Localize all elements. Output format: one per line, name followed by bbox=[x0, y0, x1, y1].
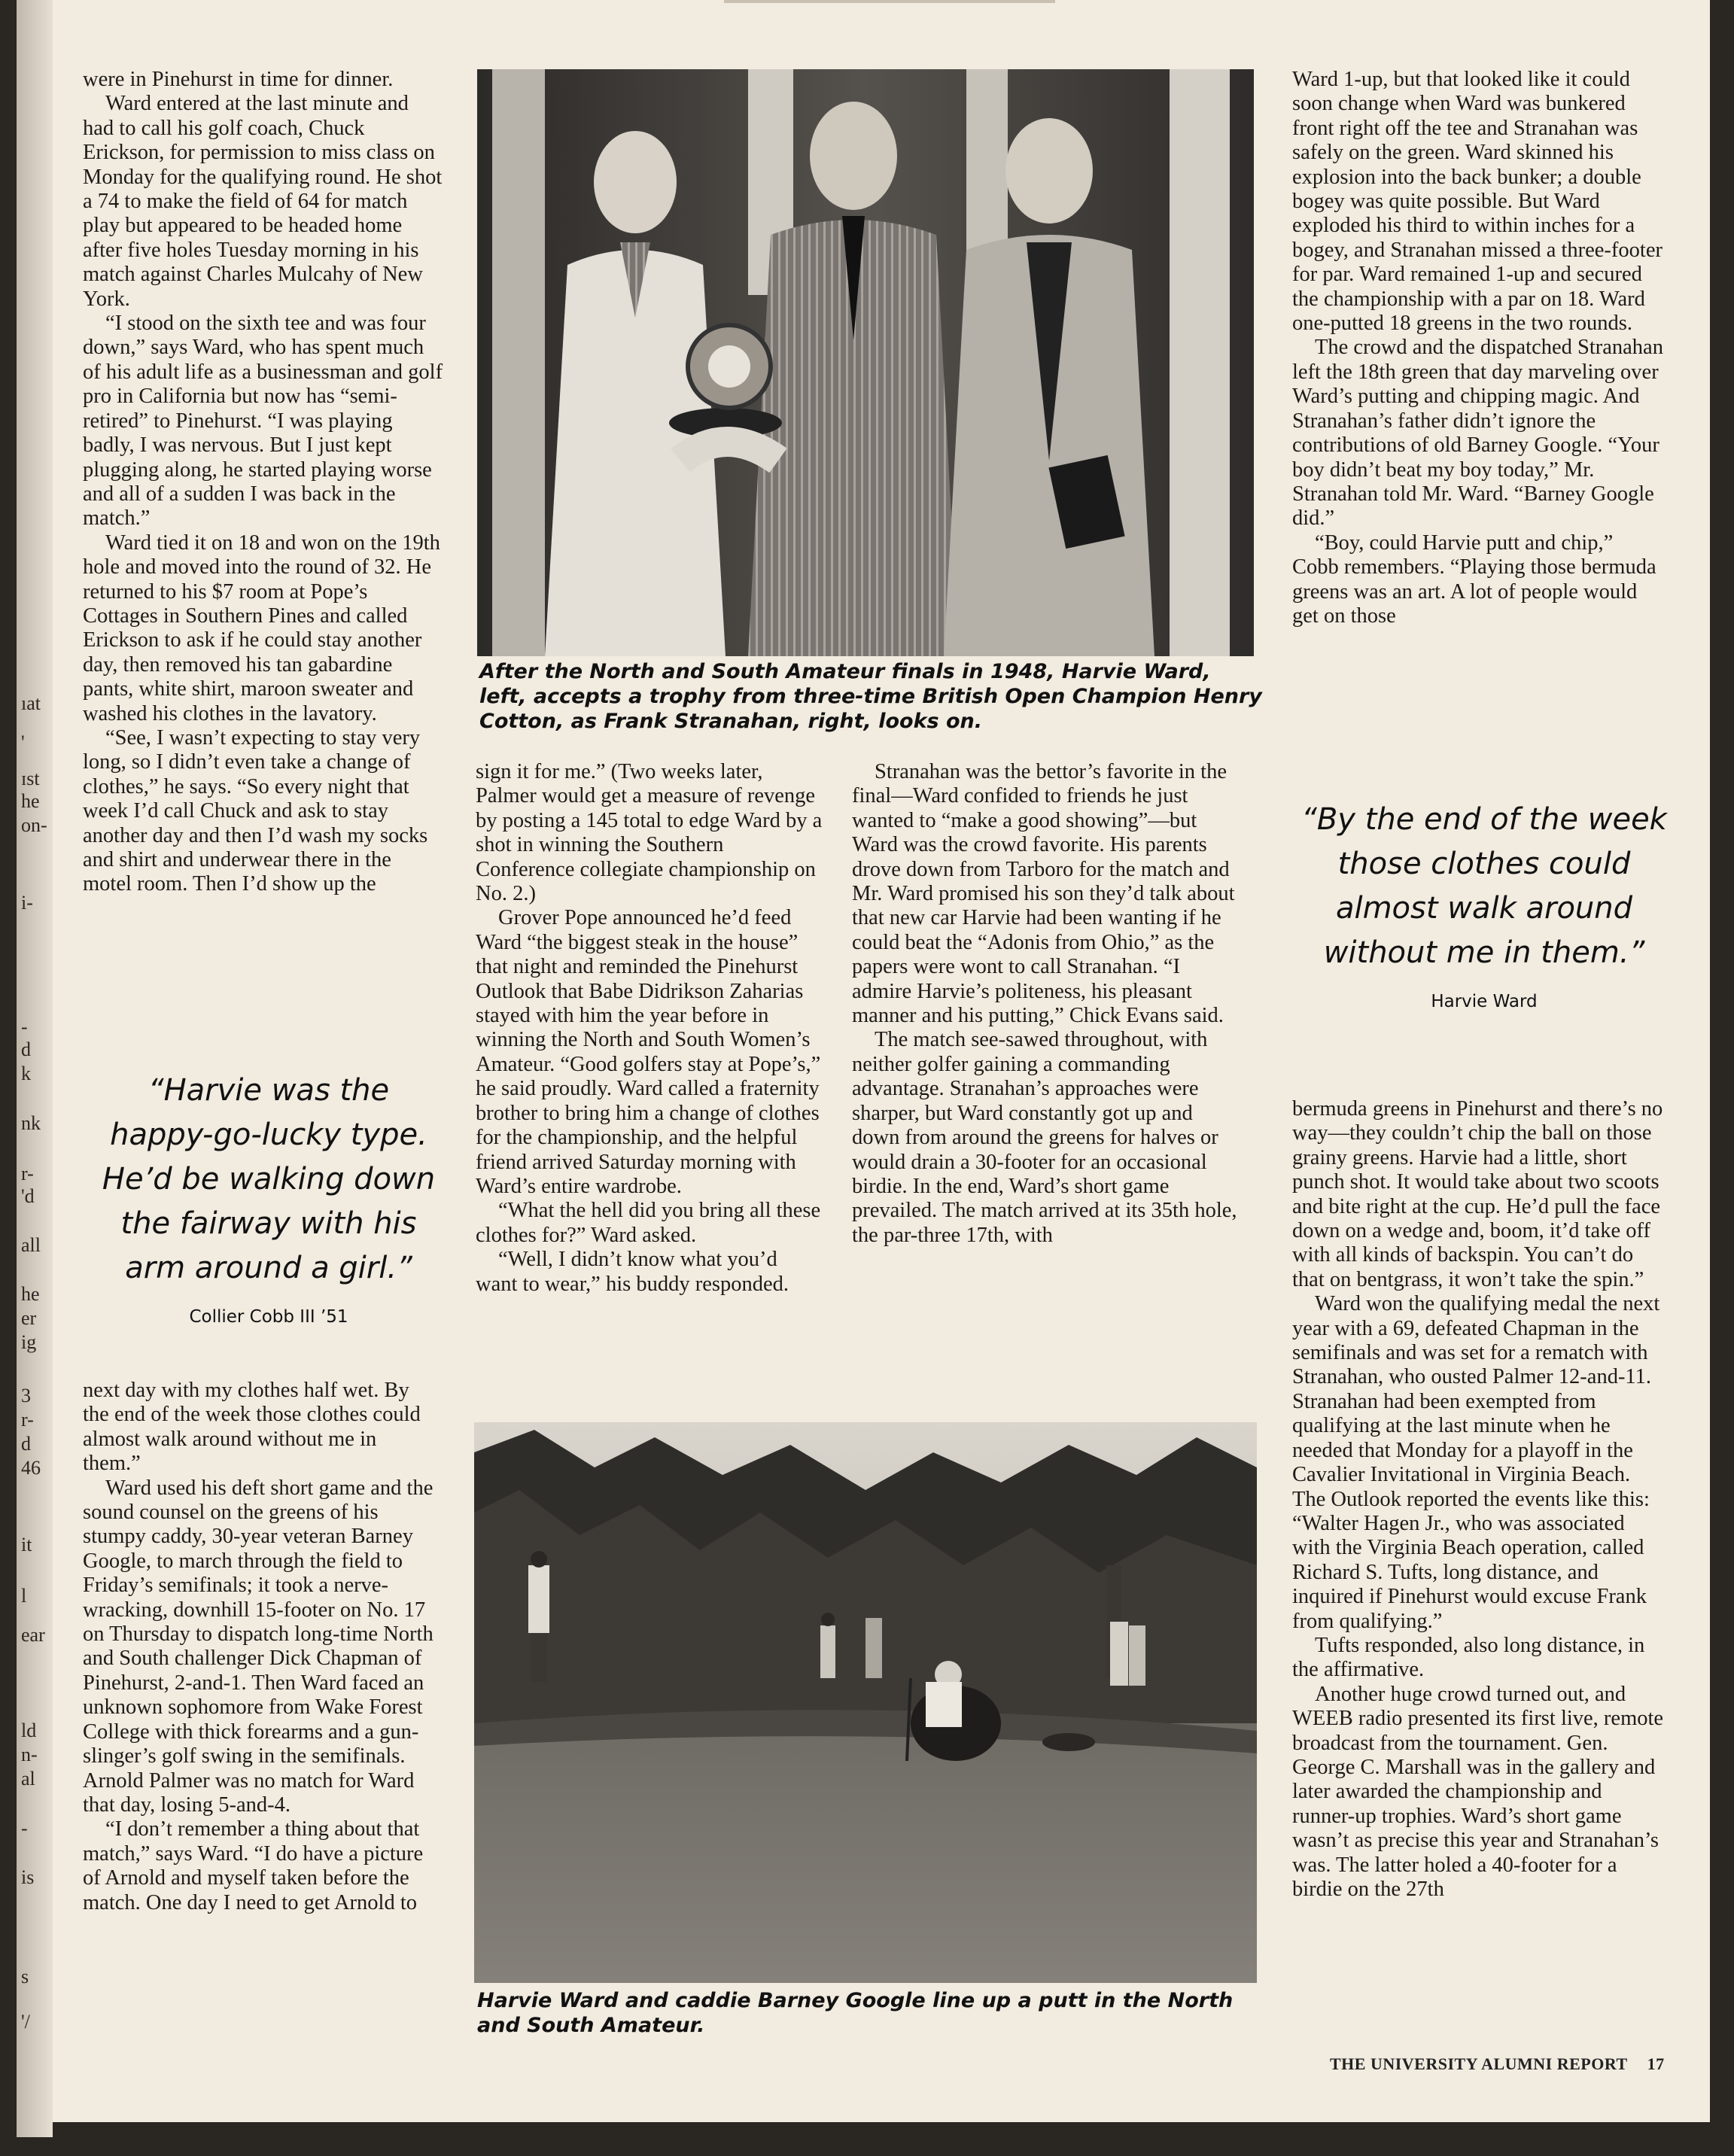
margin-fragment: - bbox=[21, 1016, 28, 1038]
column-3 bbox=[852, 760, 1243, 1248]
margin-fragment: 3 bbox=[21, 1385, 31, 1406]
facing-page-edge bbox=[17, 0, 53, 2137]
margin-fragment: on- bbox=[21, 814, 47, 836]
paragraph: Tufts responded, also long distance, in the affirmative. bbox=[1292, 1633, 1645, 1682]
margin-fragment: it bbox=[21, 1534, 32, 1555]
margin-fragment: ɪst bbox=[21, 768, 40, 789]
page-folio bbox=[1330, 2054, 1665, 2074]
margin-fragment: d bbox=[21, 1433, 31, 1455]
margin-fragment: '/ bbox=[21, 2011, 30, 2033]
paragraph: Another huge crowd turned out, and WEEB radio presented its first live, remote broadcast from the tournament. Gen. George C. Marshall was in the gallery and later awarded the championship and runner-up trophies. Ward’s short game wasn’t as precise this year and Stranahan’s was. The latter holed a 40-footer for a birdie on the 27th bbox=[1292, 1682, 1664, 1901]
margin-fragment: 46 bbox=[21, 1457, 41, 1479]
paragraph: The crowd and the dispatched Stranahan left the 18th green that day marveling over Ward’s putting and chipping magic. And Stranahan’s father didn’t ignore the contributions of old Barney Google. “Your boy didn’t beat my boy today,” Mr. Stranahan told Mr. Ward. “Barney Google did.” bbox=[1292, 336, 1663, 531]
putting-green-photo bbox=[474, 1422, 1257, 1983]
pull-quote-attribution: Collier Cobb III ’51 bbox=[189, 1307, 348, 1327]
paragraph: “I don’t remember a thing about that match,” says Ward. “I do have a picture of Arnold and myself taken before the match. One day I need to get Arnold to bbox=[83, 1817, 424, 1914]
column-1-bottom bbox=[83, 1379, 437, 1915]
margin-fragment: ıat bbox=[21, 692, 41, 714]
margin-fragment: l bbox=[21, 1585, 27, 1607]
margin-fragment: ld bbox=[21, 1720, 37, 1741]
top-rule bbox=[724, 0, 1055, 3]
margin-fragment: all bbox=[21, 1234, 41, 1256]
margin-fragment: ear bbox=[21, 1624, 45, 1646]
margin-fragment: - bbox=[21, 1817, 28, 1839]
column-4-top bbox=[1292, 68, 1665, 628]
margin-fragment: ' bbox=[21, 731, 25, 753]
pull-quote-harvie-ward bbox=[1292, 798, 1676, 1013]
margin-fragment: k bbox=[21, 1063, 31, 1084]
pull-quote-text: “By the end of the week those clothes could almost walk around without me in them.” bbox=[1301, 802, 1667, 970]
magazine-page bbox=[17, 0, 1710, 2122]
putting-photo-illustration bbox=[474, 1422, 1257, 1983]
paragraph: Stranahan was the bettor’s favorite in the final—Ward confided to friends he just wanted to “make a good showing”—but Ward was the crowd favorite. His parents drove down from Tarboro for the match and Mr. Ward promised his son they’d talk about that new car Harvie had been wanting if he could beat the “Adonis from Ohio,” as the papers were wont to call Stranahan. “I admire Harvie’s politeness, his pleasant manner and his putting,” Chick Evans said. bbox=[852, 760, 1235, 1028]
trophy-presentation-photo bbox=[477, 69, 1254, 656]
trophy-photo-illustration bbox=[477, 69, 1254, 656]
margin-fragment: d bbox=[21, 1038, 31, 1060]
paragraph: “Boy, could Harvie putt and chip,” Cobb remembers. “Playing those bermuda greens was an art. A lot of people would get on those bbox=[1292, 531, 1656, 628]
paragraph: “What the hell did you bring all these clothes for?” Ward asked. bbox=[476, 1199, 821, 1247]
margin-fragment: r- bbox=[21, 1409, 34, 1431]
paragraph: “I stood on the sixth tee and was four down,” says Ward, who has spent much of his adult life as a businessman and golf pro in California but now has “semi-retired” to Pinehurst. “I was playing badly, I was nervous. But I just kept plugging along, he started playing worse and all of a sudden I was back in the match.” bbox=[83, 312, 443, 531]
paragraph: sign it for me.” (Two weeks later, Palmer would get a measure of revenge by posting a 145 total to edge Ward by a shot in winning the Southern Conference collegiate championship on No. 2.) bbox=[476, 760, 823, 906]
paragraph: Ward won the qualifying medal the next year with a 69, defeated Chapman in the semifinals and was set for a rematch with Stranahan, who ousted Palmer 12-and-11. Stranahan had been exempted from qualifying at the last minute when he needed that Monday for a playoff in the Cavalier Invitational in Virginia Beach. The Outlook reported the events like this: “Walter Hagen Jr., who was associated with the Virginia Beach operation, called Richard S. Tufts, long distance, and inquired if Pinehurst would excuse Frank from qualifying.” bbox=[1292, 1292, 1660, 1633]
margin-fragment: s bbox=[21, 1966, 29, 1987]
margin-fragment: ig bbox=[21, 1331, 37, 1353]
paragraph: Ward 1-up, but that looked like it could soon change when Ward was bunkered front right off the tee and Stranahan was safely on the green. Ward skinned his explosion into the back bunker; a double bogey was quite possible. But Ward exploded his third to within inches for a bogey, and Stranahan missed a three-footer for par. Ward remained 1-up and secured the championship with a par on 18. Ward one-putted 18 greens in the two rounds. bbox=[1292, 68, 1663, 336]
photo-1-caption: After the North and South Amateur finals in 1948, Harvie Ward, left, accepts a trophy from three-time British Open Champion Henry Cotton, as Frank Stranahan, right, looks on. bbox=[479, 660, 1262, 733]
paragraph: Grover Pope announced he’d feed Ward “the biggest steak in the house” that night and reminded the Pinehurst Outlook that Babe Didrikson Zaharias stayed with him the year before in winning the North and South Women’s Amateur. “Good golfers stay at Pope’s,” he said proudly. Ward called a fraternity brother to bring him a change of clothes for the championship, and the helpful friend arrived Saturday morning with Ward’s entire wardrobe. bbox=[476, 906, 821, 1198]
margin-fragment: n- bbox=[21, 1744, 38, 1765]
paragraph: Ward entered at the last minute and had to call his golf coach, Chuck Erickson, for permission to miss class on Monday for the qualifying round. He shot a 74 to make the field of 64 for match play but appeared to be headed home after five holes Tuesday morning in his match against Charles Mulcahy of New York. bbox=[83, 92, 443, 311]
pull-quote-collier-cobb bbox=[92, 1069, 446, 1328]
margin-fragment: is bbox=[21, 1866, 35, 1888]
margin-fragment: er bbox=[21, 1307, 37, 1329]
paragraph: next day with my clothes half wet. By the end of the week those clothes could almost walk around without me in them.” bbox=[83, 1379, 421, 1476]
margin-fragment: he bbox=[21, 790, 40, 812]
photo-2-caption: Harvie Ward and caddie Barney Google line up a putt in the North and South Amateur. bbox=[477, 1989, 1234, 2037]
paragraph: were in Pinehurst in time for dinner. bbox=[83, 68, 394, 91]
margin-fragment: r- bbox=[21, 1163, 34, 1184]
margin-fragment: i- bbox=[21, 892, 33, 914]
pull-quote-text: “Harvie was the happy-go-lucky type. He’d be walking down the fairway with his arm around a girl.” bbox=[102, 1073, 436, 1285]
margin-fragment: he bbox=[21, 1283, 40, 1305]
paragraph: Ward used his deft short game and the sound counsel on the greens of his stumpy caddy, 30-year veteran Barney Google, to march through the field to Friday’s semifinals; it took a nerve-wracking, downhill 15-footer on No. 17 on Thursday to dispatch long-time North and South challenger Dick Chapman of Pinehurst, 2-and-1. Then Ward faced an unknown sophomore from Wake Forest College with thick forearms and a gun-slinger’s golf swing in the semifinals. Arnold Palmer was no match for Ward that day, losing 5-and-4. bbox=[83, 1476, 434, 1817]
margin-fragment: nk bbox=[21, 1112, 41, 1134]
margin-fragment: 'd bbox=[21, 1185, 35, 1207]
paragraph: bermuda greens in Pinehurst and there’s no way—they couldn’t chip the ball on those grainy greens. Harvie had a little, short punch shot. It would take about two scoots and bite right at the cup. He’d pull the face down on a wedge and, boom, it’d take off with all kinds of backspin. You can’t do that on bentgrass, it won’t take the spin.” bbox=[1292, 1097, 1663, 1291]
pull-quote-attribution: Harvie Ward bbox=[1431, 992, 1538, 1011]
column-4-bottom bbox=[1292, 1097, 1665, 1902]
paragraph: “See, I wasn’t expecting to stay very long, so I didn’t even take a change of clothes,” he says. “So every night that week I’d call Chuck and ask to stay another day and then I’d wash my socks and shirt and underwear there in the motel room. Then I’d show up the bbox=[83, 725, 428, 896]
paragraph: “Well, I didn’t know what you’d want to wear,” his buddy responded. bbox=[476, 1248, 789, 1296]
column-2 bbox=[476, 760, 823, 1297]
margin-fragment: al bbox=[21, 1768, 35, 1790]
publication-name: THE UNIVERSITY ALUMNI REPORT bbox=[1330, 2054, 1628, 2073]
page-number: 17 bbox=[1647, 2054, 1665, 2073]
paragraph: Ward tied it on 18 and won on the 19th hole and moved into the round of 32. He returned to his $7 room at Pope’s Cottages in Southern Pines and called Erickson to ask if he could stay another day, then removed his tan gabardine pants, white shirt, maroon sweater and washed his clothes in the lavatory. bbox=[83, 531, 440, 725]
column-1-top bbox=[83, 68, 444, 897]
paragraph: The match see-sawed throughout, with neither golfer gaining a commanding advantage. Stranahan’s approaches were sharper, but Ward constantly got up and down from around the greens for halves or would drain a 30-footer for an occasional birdie. In the end, Ward’s short game prevailed. The match arrived at its 35th hole, the par-three 17th, with bbox=[852, 1028, 1237, 1247]
